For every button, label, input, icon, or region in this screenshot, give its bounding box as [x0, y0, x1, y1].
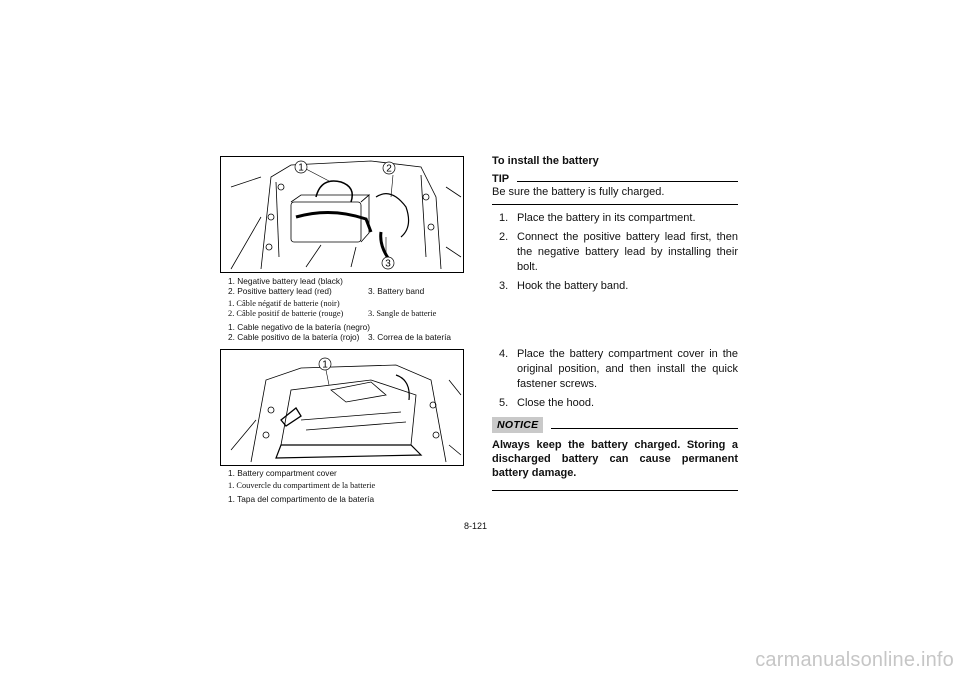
- list-item: [492, 211, 738, 226]
- caption2-fr: 1. Couvercle du compartiment de la batterie: [228, 481, 376, 490]
- callout-1: 1: [298, 162, 304, 174]
- caption-es-item2: 2. Cable positivo de la batería (rojo): [228, 332, 360, 342]
- steps-list-b: [492, 347, 738, 411]
- section-heading: To install the battery: [492, 155, 599, 167]
- callout-1-cover: 1: [322, 359, 328, 371]
- notice-end-rule: [492, 490, 738, 491]
- caption2-es: 1. Tapa del compartimento de la batería: [228, 494, 375, 504]
- step-text: Connect the positive battery lead first, then the negative battery lead by installing their bolt.: [517, 231, 738, 273]
- callout-3: 3: [385, 258, 391, 270]
- battery-leads-illustration: [220, 156, 464, 273]
- caption-en-item1: 1. Negative battery lead (black): [228, 276, 343, 286]
- caption-fr-item3: 3. Sangle de batterie: [368, 309, 437, 318]
- notice-header: [492, 417, 738, 433]
- list-item: [492, 230, 738, 275]
- step-text: Place the battery in its compartment.: [517, 212, 696, 224]
- caption-es-item1: 1. Cable negativo de la batería (negro): [228, 322, 371, 332]
- battery-cover-illustration: [220, 349, 464, 466]
- caption2-en: 1. Battery compartment cover: [228, 468, 337, 478]
- step-text: Close the hood.: [517, 397, 595, 409]
- list-item: [492, 347, 738, 392]
- caption-en-item2: 2. Positive battery lead (red): [228, 286, 332, 296]
- tip-text: Be sure the battery is fully charged.: [492, 186, 665, 198]
- notice-text: Always keep the battery charged. Storing a discharged battery can cause permanent battery damage.: [492, 439, 738, 479]
- figure2-captions: [228, 468, 375, 504]
- step-number: 3.: [499, 280, 509, 292]
- caption-es-item3: 3. Correa de la batería: [368, 332, 452, 342]
- step-text: Place the battery compartment cover in the original position, and then install the quick fastener screws.: [517, 348, 738, 390]
- battery-cover-drawing: [221, 350, 463, 465]
- install-section-continued: [492, 347, 738, 491]
- step-number: 5.: [499, 397, 509, 409]
- steps-list-a: [492, 211, 738, 294]
- tip-label: TIP: [492, 173, 510, 185]
- notice-rule: [551, 428, 738, 429]
- tip-header: [492, 173, 738, 185]
- install-section: [492, 155, 738, 298]
- tip-rule: [517, 180, 738, 182]
- step-number: 1.: [499, 212, 509, 224]
- step-number: 4.: [499, 348, 509, 360]
- notice-badge: NOTICE: [492, 417, 543, 433]
- caption-en-item3: 3. Battery band: [368, 286, 425, 296]
- caption-fr-item1: 1. Câble négatif de batterie (noir): [228, 299, 340, 308]
- callout-2: 2: [386, 163, 392, 175]
- figure1-captions: [228, 276, 451, 342]
- page-number: 8-121: [464, 521, 488, 531]
- watermark: carmanualsonline.info: [755, 649, 954, 671]
- step-number: 2.: [499, 231, 509, 243]
- battery-leads-drawing: [221, 157, 463, 272]
- list-item: [492, 396, 738, 411]
- caption-fr-item2: 2. Câble positif de batterie (rouge): [228, 309, 344, 318]
- list-item: [492, 279, 738, 294]
- step-text: Hook the battery band.: [517, 280, 629, 292]
